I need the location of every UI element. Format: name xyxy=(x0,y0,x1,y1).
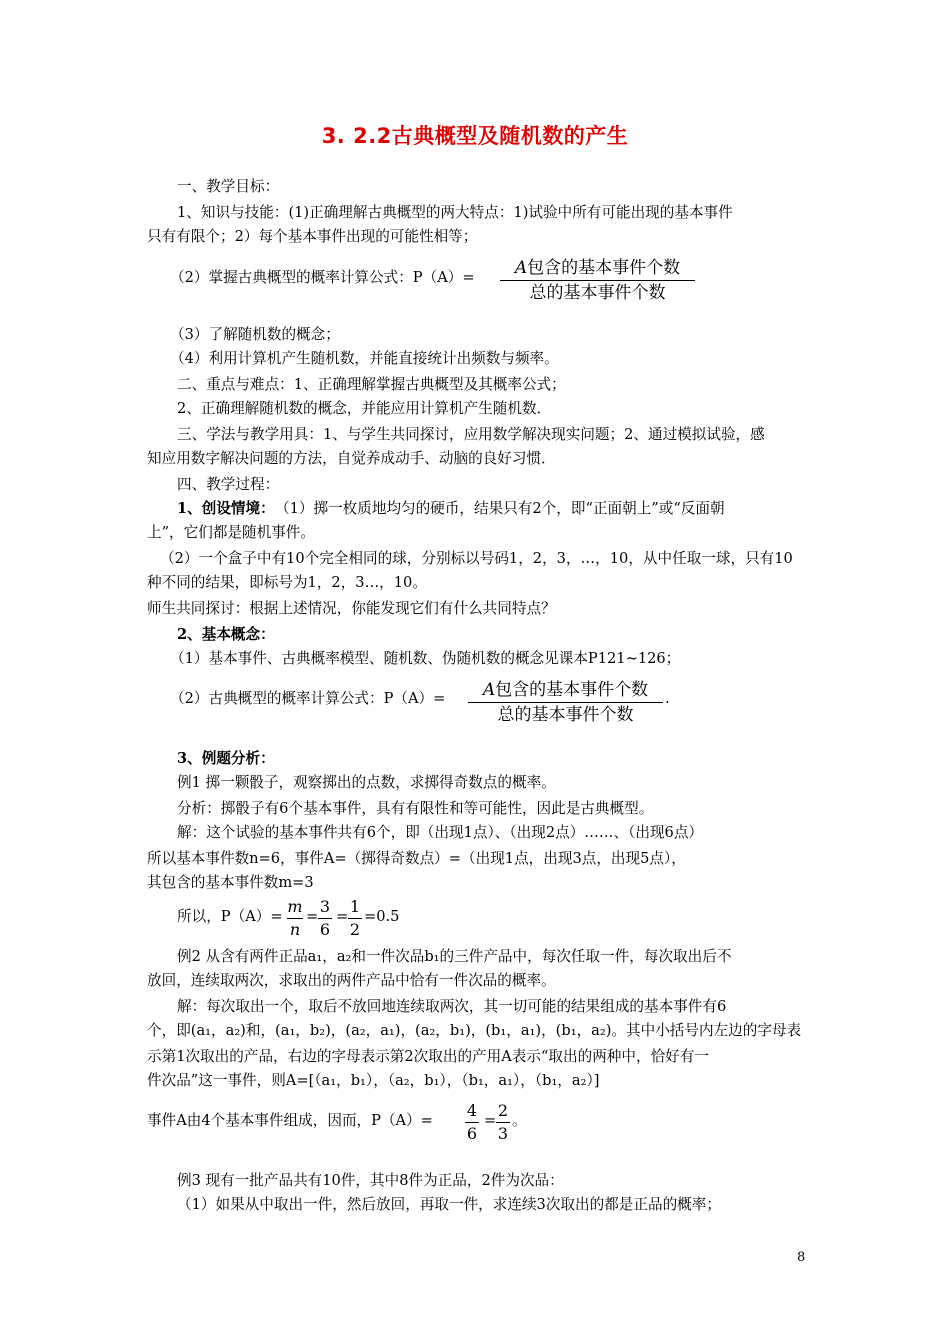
example-1: 例1 掷一颗骰子，观察掷出的点数，求掷得奇数点的概率。 xyxy=(177,774,556,791)
probability-formula-1 xyxy=(500,256,695,305)
fraction-denominator: n xyxy=(289,920,301,939)
text-line: 知应用数字解决问题的方法，自觉养成动手、动脑的良好习惯． xyxy=(147,450,556,467)
text-line: 件次品”这一事件，则A=[（a₁，b₁），（a₂，b₁），（b₁，a₁），（b₁，a₂）] xyxy=(147,1072,600,1089)
fraction-numerator: m xyxy=(287,897,303,916)
text-line: 解：每次取出一个，取后不放回地连续取两次，其一切可能的结果组成的基本事件有6 xyxy=(177,998,727,1015)
fraction-numerator: 1 xyxy=(349,897,361,916)
text-line: （1）如果从中取出一件，然后放回，再取一件，求连续3次取出的都是正品的概率； xyxy=(177,1196,721,1213)
formula-var: A xyxy=(514,258,528,278)
page-number: 8 xyxy=(797,1250,806,1265)
text-line: 师生共同探讨：根据上述情况，你能发现它们有什么共同特点？ xyxy=(147,600,556,617)
section-process: 四、教学过程： xyxy=(177,476,280,493)
text-line: 示第1次取出的产品，右边的字母表示第2次取出的产用A表示“取出的两种中，恰好有一 xyxy=(147,1048,709,1065)
text-line: （1）基本事件、古典概率模型、随机数、伪随机数的概念见课本P121~126； xyxy=(170,650,681,667)
example-2: 例2 从含有两件正品a₁，a₂和一件次品b₁的三件产品中，每次任取一件，每次取出后不 xyxy=(177,948,732,965)
section-keypoints: 二、重点与难点：1、正确理解掌握古典概型及其概率公式； xyxy=(177,376,566,393)
fraction-denominator: 6 xyxy=(466,1124,478,1143)
text-line: 上”，它们都是随机事件。 xyxy=(147,524,315,541)
period: . xyxy=(665,690,670,707)
equals-sign: = xyxy=(336,908,349,925)
text-line: （2）掌握古典概型的概率计算公式：P（A）= xyxy=(170,269,475,286)
fraction-numerator: 2 xyxy=(497,1101,509,1120)
fraction-3-6 xyxy=(318,896,332,941)
fraction-numerator: 4 xyxy=(466,1101,478,1120)
text-line: 个，即(a₁，a₂)和，(a₁，b₂)，(a₂，a₁)，(a₂，b₁)，(b₁，a₁)，(b₁，a₂)。其中小括号内左边的字母表 xyxy=(147,1022,802,1039)
subheading-concepts: 2、基本概念： xyxy=(177,626,275,643)
text-line: 所以，P（A）= xyxy=(177,908,283,925)
equals-sign: = xyxy=(484,1112,497,1129)
text-line: 分析：掷骰子有6个基本事件，具有有限性和等可能性，因此是古典概型。 xyxy=(177,800,654,817)
text-line: 放回，连续取两次，求取出的两件产品中恰有一件次品的概率。 xyxy=(147,972,556,989)
subheading-scenario: 1、创设情境： xyxy=(177,500,275,517)
formula-var: A xyxy=(482,680,496,700)
fraction-denominator: 6 xyxy=(319,920,331,939)
text-line: 只有有限个；2）每个基本事件出现的可能性相等； xyxy=(147,228,478,245)
formula-numerator: 包含的基本事件个数 xyxy=(527,258,681,278)
text-line: （1）掷一枚质地均匀的硬币，结果只有2个，即“正面朝上”或“反面朝 xyxy=(275,500,725,517)
fraction-denominator: 2 xyxy=(349,920,361,939)
fraction-m-n xyxy=(287,896,303,941)
section-methods: 三、学法与教学用具：1、与学生共同探讨，应用数学解决现实问题；2、通过模拟试验，感 xyxy=(177,426,765,443)
text-line: （3）了解随机数的概念； xyxy=(170,326,340,343)
equals-sign: = xyxy=(306,908,319,925)
text-line: 2、正确理解随机数的概念，并能应用计算机产生随机数． xyxy=(177,400,552,417)
formula-denominator: 总的基本事件个数 xyxy=(497,705,634,725)
fraction-2-3 xyxy=(496,1100,510,1145)
text-line: 事件A由4个基本事件组成，因而，P（A）= xyxy=(147,1112,433,1129)
page-title: 3. 2.2古典概型及随机数的产生 xyxy=(321,124,629,148)
result-value: =0.5 xyxy=(364,908,400,925)
text-line: 其包含的基本事件数m=3 xyxy=(147,874,314,891)
example-3: 例3 现有一批产品共有10件，其中8件为正品，2件为次品： xyxy=(177,1172,564,1189)
text-line: 1、知识与技能：(1)正确理解古典概型的两大特点：1)试验中所有可能出现的基本事件 xyxy=(177,204,733,221)
fraction-1-2 xyxy=(348,896,362,941)
text-line: （2）一个盒子中有10个完全相同的球，分别标以号码1，2，3，…，10，从中任取一球，只有10 xyxy=(160,550,793,567)
text-line: （2）古典概型的概率计算公式：P（A）= xyxy=(170,690,446,707)
fraction-numerator: 3 xyxy=(319,897,331,916)
section-objectives: 一、教学目标： xyxy=(177,178,280,195)
probability-formula-2 xyxy=(468,678,663,727)
period: 。 xyxy=(512,1112,527,1129)
text-line: （4）利用计算机产生随机数，并能直接统计出频数与频率。 xyxy=(170,350,559,367)
subheading-examples: 3、例题分析： xyxy=(177,750,275,767)
formula-numerator: 包含的基本事件个数 xyxy=(495,680,649,700)
formula-denominator: 总的基本事件个数 xyxy=(529,283,666,303)
fraction-4-6 xyxy=(465,1100,479,1145)
text-line: 种不同的结果，即标号为1，2，3…，10。 xyxy=(147,574,427,591)
text-line: 所以基本事件数n=6，事件A=（掷得奇数点）=（出现1点，出现3点，出现5点）， xyxy=(147,850,686,867)
text-line: 解：这个试验的基本事件共有6个，即（出现1点）、（出现2点）……、（出现6点） xyxy=(177,824,704,841)
fraction-denominator: 3 xyxy=(497,1124,509,1143)
